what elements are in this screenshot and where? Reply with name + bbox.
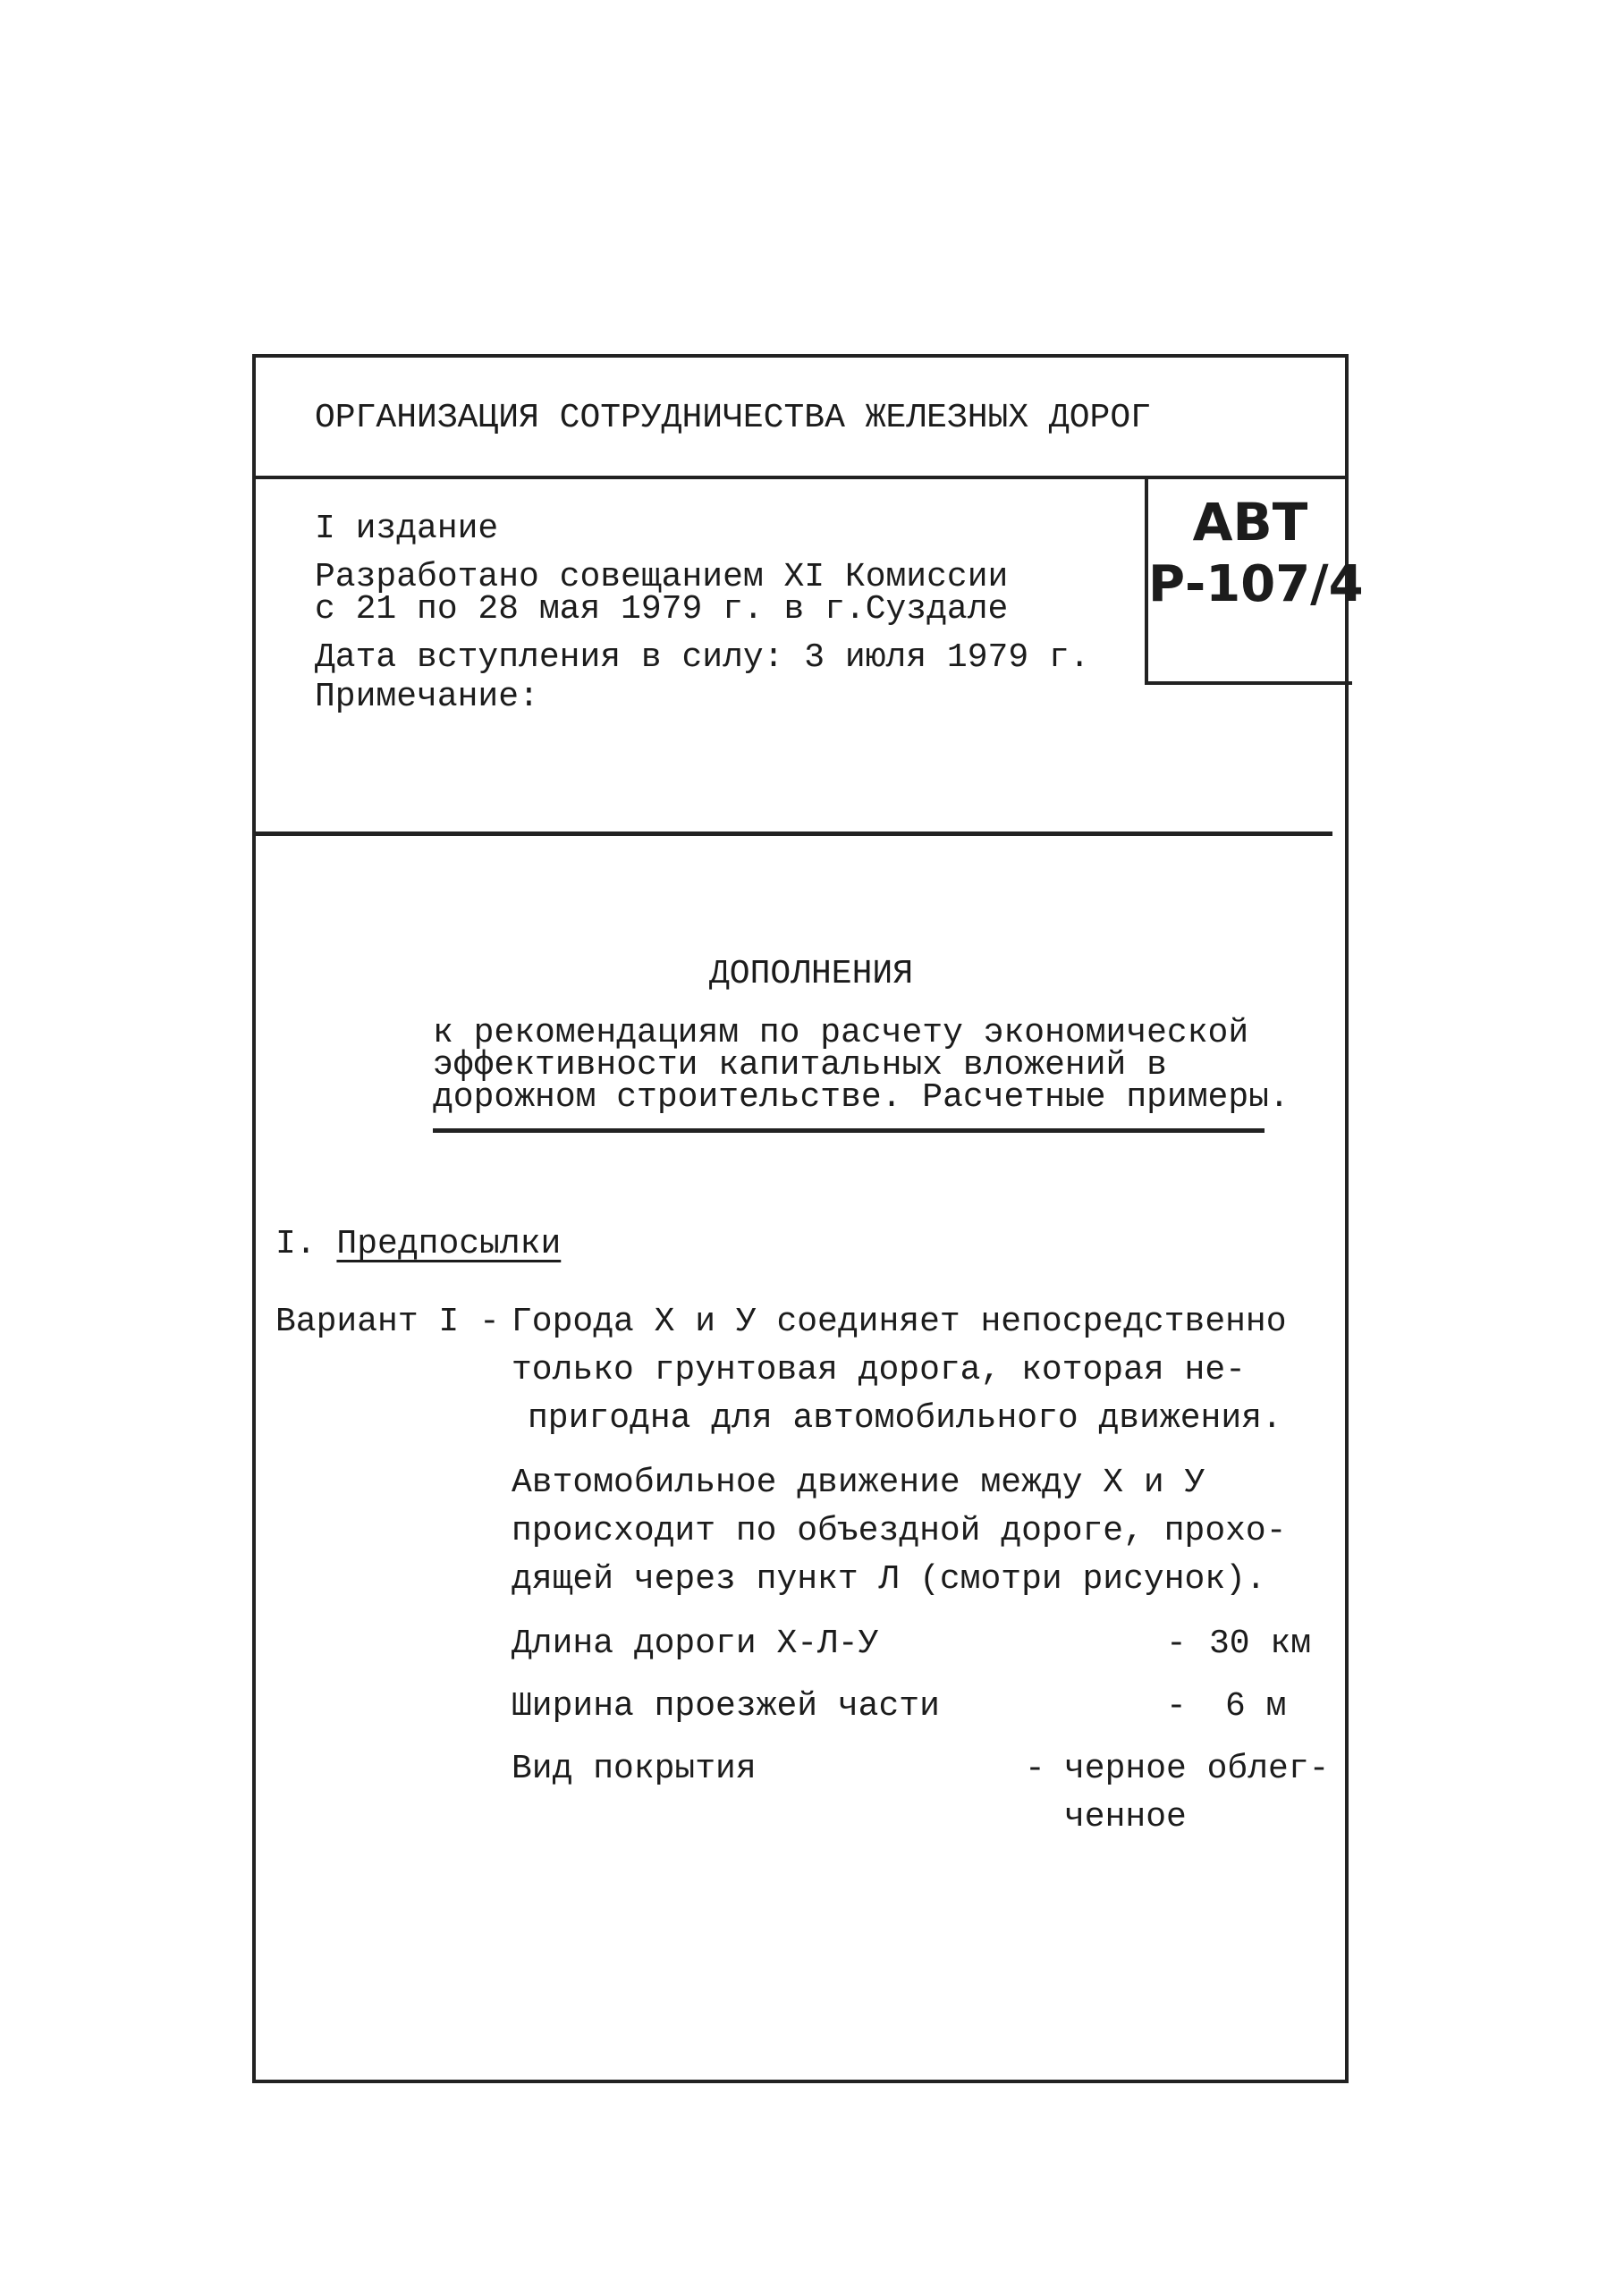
paragraph2-line-1 [275,1459,1331,1507]
document-code-number: Р-107/4 [1148,555,1364,613]
variant-line-1 [275,1298,1331,1346]
paragraph-text-line: происходит по объездной дороге, прохо- [512,1512,1287,1550]
subtitle-line-2: эффективности капитальных вложений в [433,1046,1167,1085]
spec-row-surface-cont [275,1794,1331,1842]
section-divider [256,831,1332,836]
paragraph2-line-3 [275,1556,1331,1604]
variant-text-line: пригодна для автомобильного движения. [528,1399,1282,1438]
variant-text-line: только грунтовая дорога, которая не- [512,1351,1246,1389]
variant-line-2 [275,1346,1331,1395]
spec-row-width [275,1683,1331,1745]
developed-line-2: с 21 по 28 мая 1979 г. в г.Суздале [315,590,1009,629]
variant-label: Вариант I - [275,1303,500,1341]
subtitle-line-3: дорожном строительстве. Расчетные примеры. [433,1078,1290,1117]
variant-block [275,1298,1331,1842]
effective-date-line: Дата вступления в силу: 3 июля 1979 г. [315,638,1090,677]
spec-value: черное облег- [1064,1750,1330,1788]
spec-value: 6 м [1225,1687,1287,1726]
note-line: Примечание: [315,678,539,716]
document-code-box [1145,477,1364,685]
section-title: Предпосылки [336,1225,562,1263]
section-heading [275,1225,561,1263]
spec-row-length [275,1620,1331,1683]
document-code-prefix: АВТ [1192,492,1308,553]
spec-dash: - [1166,1687,1187,1726]
header-row [256,358,1345,479]
info-block [315,510,1102,717]
variant-line-3 [275,1395,1331,1443]
document-subtitle [433,1014,1290,1133]
spec-label: Длина дороги Х-Л-У [512,1625,879,1663]
spec-label: Ширина проезжей части [512,1687,940,1726]
developed-line-1: Разработано совещанием XI Комиссии [315,558,1009,596]
section-number: I. [275,1225,317,1263]
variant-text-line: Города Х и У соединяет непосредственно [512,1303,1287,1341]
spec-label: Вид покрытия [512,1750,757,1788]
paragraph-text-line: дящей через пункт Л (смотри рисунок). [512,1560,1266,1599]
spec-dash: - [1166,1625,1187,1663]
edition-line: I издание [315,510,499,548]
spec-dash: - [1025,1750,1045,1788]
document-title: ДОПОЛНЕНИЯ [708,955,914,993]
spec-value: 30 км [1209,1625,1312,1663]
spec-value-continuation: ченное [1064,1798,1187,1836]
subtitle-underline [433,1128,1265,1133]
paragraph2-line-2 [275,1507,1331,1556]
paragraph-text-line: Автомобильное движение между Х и У [512,1464,1205,1502]
organization-name: ОРГАНИЗАЦИЯ СОТРУДНИЧЕСТВА ЖЕЛЕЗНЫХ ДОРОГ [315,399,1151,437]
subtitle-line-1: к рекомендациям по расчету экономической [433,1014,1249,1052]
document-frame [252,354,1364,2083]
